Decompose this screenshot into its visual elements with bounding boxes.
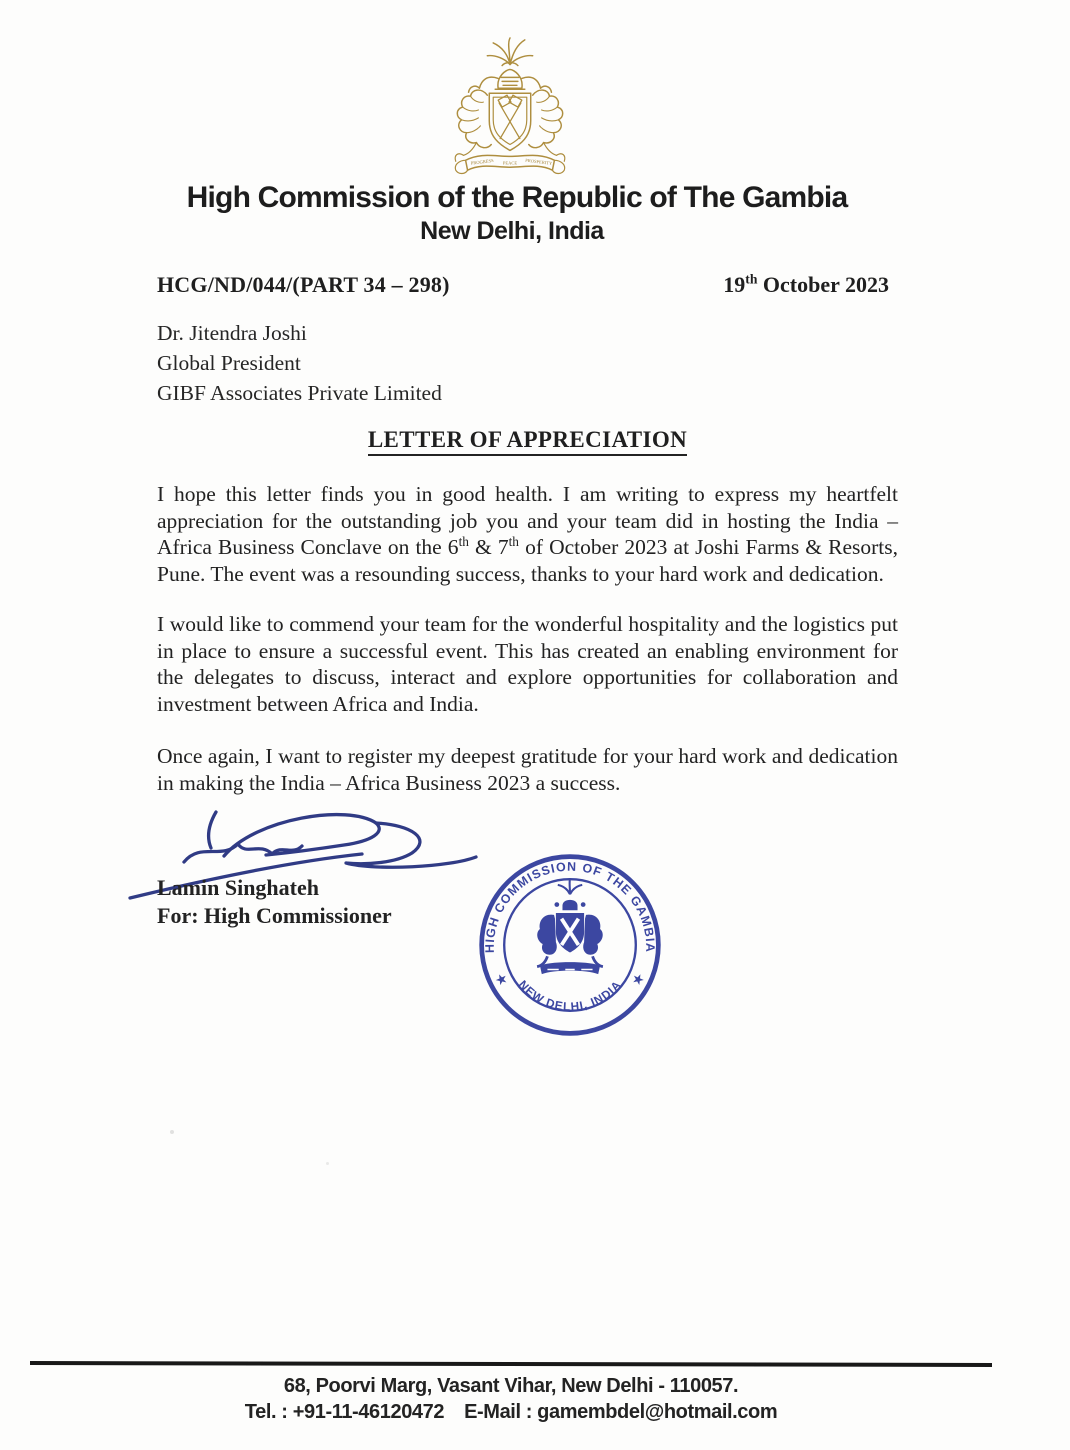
recipient-name: Dr. Jitendra Joshi	[157, 321, 307, 345]
subject-wrap	[157, 427, 898, 456]
stamp-bottom-textpath: NEW DELHI, INDIA	[515, 978, 625, 1014]
signer-name: Lamin Singhateh	[157, 875, 319, 900]
crest-motto-center: PEACE	[502, 160, 518, 166]
stamp-coat-of-arms-icon	[537, 878, 603, 974]
stamp-top-textpath: HIGH COMMISSION OF THE GAMBIA	[482, 859, 658, 954]
recipient-company: GIBF Associates Private Limited	[157, 381, 442, 405]
signer-block	[157, 874, 392, 930]
footer-address: 68, Poorvi Marg, Vasant Vihar, New Delhi - 110057.	[283, 1375, 739, 1397]
letter-date	[723, 272, 889, 298]
official-stamp	[476, 851, 664, 1039]
body-paragraph-3: Once again, I want to register my deepest gratitude for your hard work and dedication in making the India – Africa Business 2023 a success.	[157, 744, 898, 795]
recipient-title: Global President	[157, 351, 301, 375]
footer-email: E-Mail : gamembdel@hotmail.com	[464, 1401, 778, 1423]
signer-role: For: High Commissioner	[157, 903, 392, 928]
p1-sup-6th: th	[458, 534, 469, 550]
p1-text: & 7	[468, 535, 509, 560]
crest-motto	[471, 158, 554, 166]
body-paragraph-1	[157, 481, 898, 587]
letterhead-subtitle: New Delhi, India	[420, 217, 604, 245]
date-day: 19	[723, 272, 746, 297]
subject-line: LETTER OF APPRECIATION	[368, 427, 687, 456]
footer-divider	[30, 1361, 992, 1367]
stamp-star-left-icon: ★	[492, 970, 511, 990]
scan-speck	[326, 1162, 329, 1165]
footer-contact	[30, 1399, 992, 1425]
stamp-star-right-icon: ★	[628, 969, 647, 990]
reference-number: HCG/ND/044/(PART 34 – 298)	[157, 272, 450, 297]
crest-line-art	[455, 38, 565, 174]
footer-tel: Tel. : +91-11-46120472	[244, 1401, 445, 1423]
letterhead-title: High Commission of the Republic of The Gambia	[186, 181, 848, 214]
recipient-block	[157, 318, 442, 408]
p1-text: I hope this letter finds you in good health. I am writing to express my heartfelt appreciation for the outstanding job you and your team did in hosting the India – Africa Business Conclave on the 6	[157, 482, 898, 560]
stamp-bottom-text	[516, 978, 624, 1014]
body-paragraph-2: I would like to commend your team for the wonderful hospitality and the logistics put in place to ensure a successful event. This has created an enabling environment for the delegates to discuss, interact and explore opportunities for collaboration and investment between Africa and India.	[157, 612, 898, 716]
gambia-coat-of-arms-icon	[436, 34, 584, 184]
p1-text: of October 2023 at Joshi Farms & Resorts, Pune. The event was a resounding success, thanks to your hard work and dedication.	[157, 535, 898, 586]
date-month-year: October 2023	[757, 272, 889, 297]
scan-speck	[170, 1130, 174, 1134]
crest-motto-left: PROGRESS	[470, 157, 494, 166]
date-ordinal: th	[745, 271, 758, 287]
p1-sup-7th: th	[508, 534, 519, 550]
footer-block	[30, 1373, 992, 1425]
crest-motto-right: PROSPERITY	[525, 157, 553, 166]
